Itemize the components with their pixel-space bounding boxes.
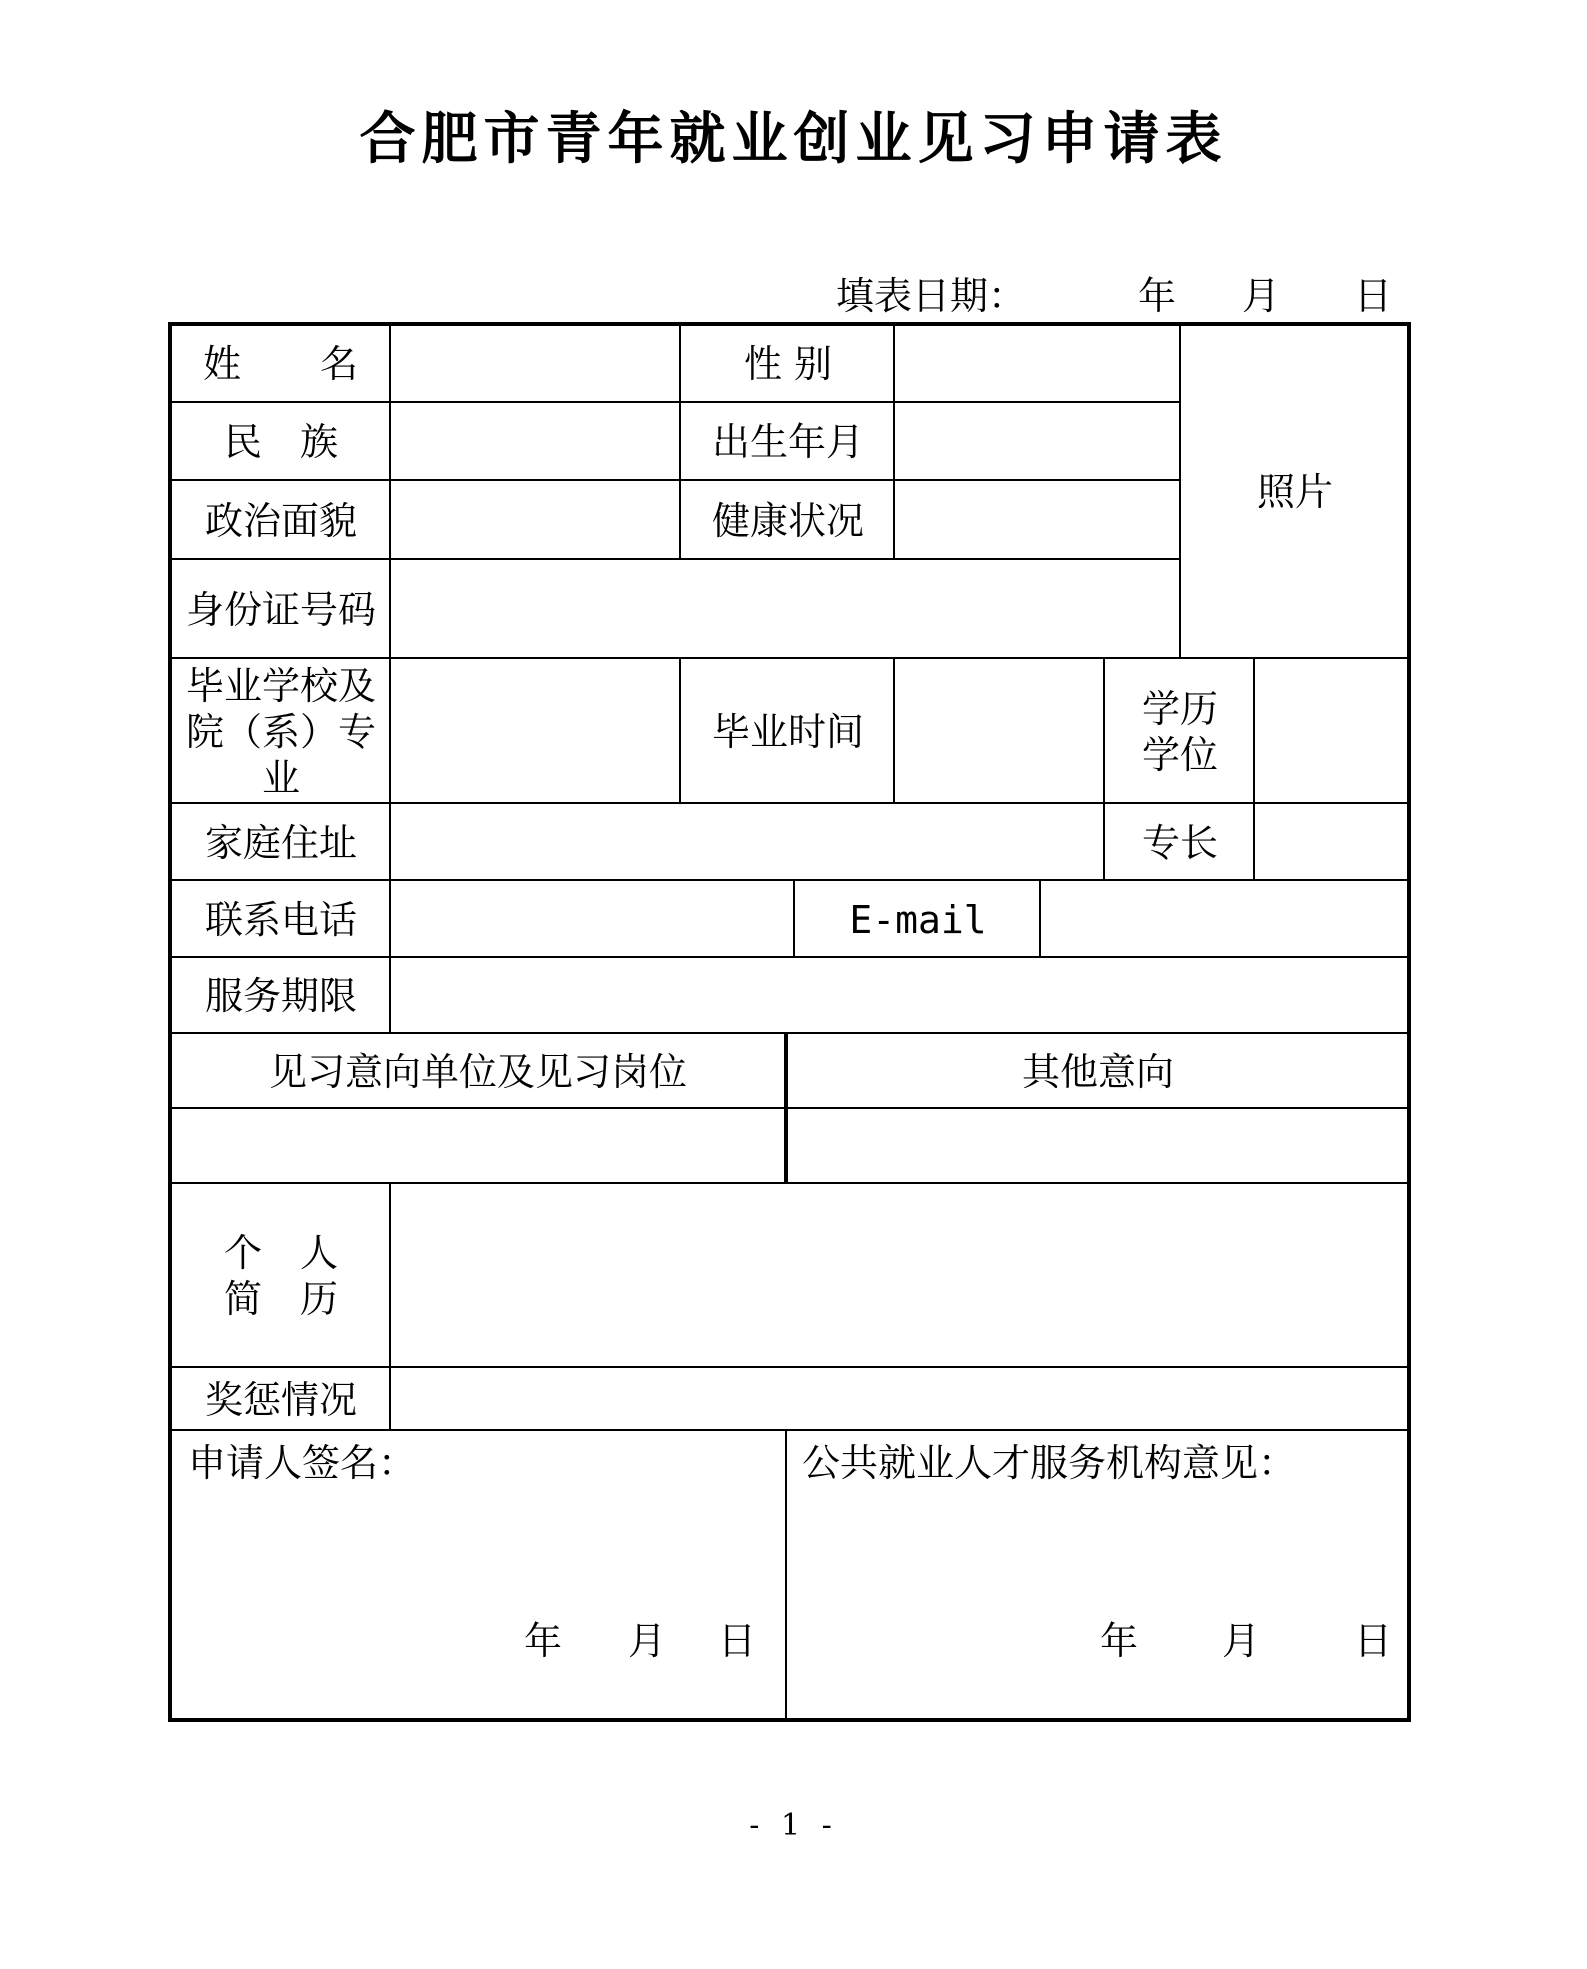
label-politics: 政治面貌 xyxy=(204,498,357,543)
label-ethnicity: 民 族 xyxy=(223,420,338,464)
graduation-time-field[interactable] xyxy=(896,660,1104,803)
fill-date xyxy=(836,268,1396,324)
page-title: 合肥市青年就业创业见习申请表 xyxy=(359,106,1228,172)
label-applicant-sign: 申请人签名： xyxy=(188,1441,417,1485)
rewards-field[interactable] xyxy=(392,1369,1408,1430)
label-degree: 学历学位 xyxy=(1141,686,1218,777)
label-health: 健康状况 xyxy=(711,498,864,543)
label-intern-unit: 见习意向单位及见习岗位 xyxy=(268,1049,687,1094)
label-rewards: 奖惩情况 xyxy=(204,1377,357,1422)
name-field[interactable] xyxy=(392,326,680,402)
page-number: - 1 - xyxy=(749,1808,838,1843)
label-graduation-time: 毕业时间 xyxy=(711,709,864,754)
label-phone: 联系电话 xyxy=(204,897,357,942)
label-gender: 性 别 xyxy=(743,342,833,386)
fill-date-month: 月 xyxy=(1242,274,1281,318)
applicant-sign-day: 日 xyxy=(718,1619,757,1663)
id-number-field[interactable] xyxy=(392,561,1180,658)
birth-field[interactable] xyxy=(896,404,1180,480)
label-photo: 照片 xyxy=(1256,470,1333,514)
label-birth: 出生年月 xyxy=(711,420,864,464)
degree-field[interactable] xyxy=(1256,660,1408,803)
politics-field[interactable] xyxy=(392,482,680,559)
label-id-number: 身份证号码 xyxy=(185,587,376,632)
address-field[interactable] xyxy=(392,805,1104,880)
label-agency-opinion: 公共就业人才服务机构意见： xyxy=(802,1441,1297,1485)
label-school: 毕业学校及院（系）专业 xyxy=(185,663,376,800)
specialty-field[interactable] xyxy=(1256,805,1408,880)
phone-field[interactable] xyxy=(392,882,794,957)
agency-sign-month: 月 xyxy=(1222,1619,1261,1663)
applicant-sign-year: 年 xyxy=(524,1619,563,1663)
school-field[interactable] xyxy=(392,660,680,803)
fill-date-year: 年 xyxy=(1138,274,1177,318)
label-other-intent: 其他意向 xyxy=(1021,1049,1174,1094)
resume-field[interactable] xyxy=(392,1185,1408,1367)
label-email: E-mail xyxy=(849,897,987,942)
intern-unit-field[interactable] xyxy=(172,1110,784,1183)
ethnicity-field[interactable] xyxy=(392,404,680,480)
photo-box[interactable] xyxy=(1182,326,1408,658)
gender-field[interactable] xyxy=(896,326,1180,402)
other-intent-field[interactable] xyxy=(788,1110,1408,1183)
service-period-field[interactable] xyxy=(392,959,1408,1033)
agency-sign-year: 年 xyxy=(1100,1619,1139,1663)
applicant-sign-box[interactable] xyxy=(172,1432,784,1718)
fill-date-day: 日 xyxy=(1354,274,1393,318)
applicant-sign-month: 月 xyxy=(628,1619,667,1663)
agency-opinion-box[interactable] xyxy=(788,1432,1408,1718)
fill-date-label: 填表日期： xyxy=(836,274,1027,318)
agency-sign-day: 日 xyxy=(1354,1619,1393,1663)
label-service-period: 服务期限 xyxy=(204,974,357,1018)
email-field[interactable] xyxy=(1042,882,1408,957)
health-field[interactable] xyxy=(896,482,1180,559)
label-specialty: 专长 xyxy=(1141,820,1218,865)
label-resume: 个 人简 历 xyxy=(223,1231,338,1321)
label-name: 姓 名 xyxy=(202,342,359,386)
label-address: 家庭住址 xyxy=(204,820,357,865)
